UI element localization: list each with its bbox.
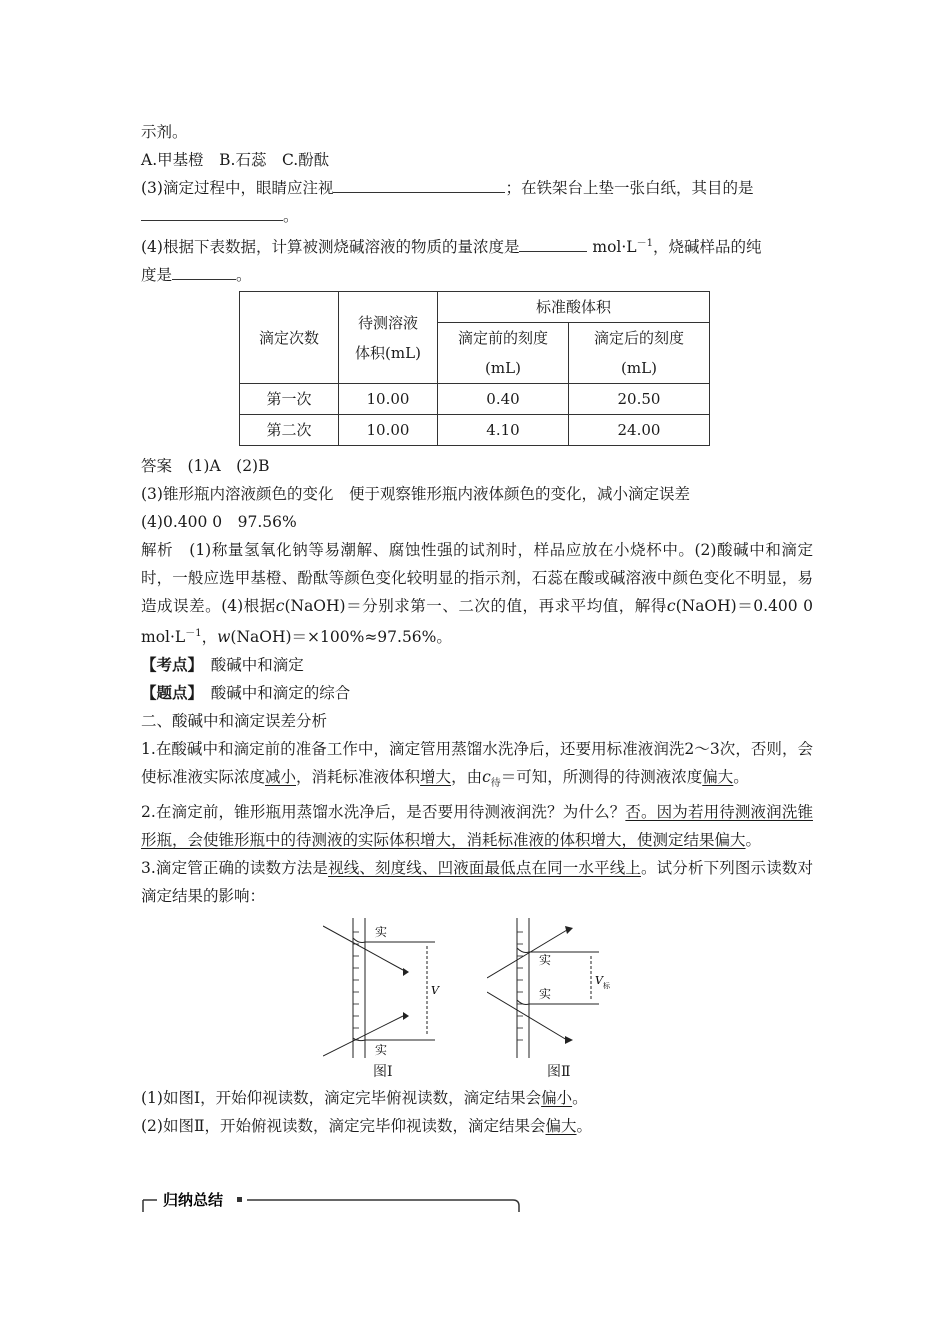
titration-table — [239, 291, 710, 446]
answer-line: (3)锥形瓶内溶液颜色的变化 便于观察锥形瓶内液体颜色的变化，减小滴定误差 — [141, 485, 690, 504]
result-1: (1)如图Ⅰ，开始仰视读数，滴定完毕俯视读数，滴定结果会偏小。 — [141, 1089, 588, 1108]
question-4-cont: 度是 。 — [141, 261, 813, 289]
answer-blank — [141, 202, 283, 221]
analysis-paragraph: 解析 (1)称量氢氧化钠等易潮解、腐蚀性强的试剂时，样品应放在小烧杯中。(2)酸碱中和滴定时，一般应选甲基橙、酚酞等颜色变化较明显的指示剂，石蕊在酸或碱溶液中颜色变化不明显，易造成误差。(4)根据c(NaOH)＝分别求第一、二次的值，再求平均值，解得c(NaOH)＝0.400 0 $mol\cdot L^{-1}$，w(NaOH)＝×100%≈97.56%。 — [141, 541, 813, 647]
document-page — [141, 118, 813, 1140]
answer-blank — [172, 261, 236, 280]
svg-text:实: 实 — [375, 925, 388, 940]
caption-2: 图Ⅱ — [547, 1064, 571, 1081]
table-row: 第二次 10.00 4.10 24.00 — [240, 415, 710, 446]
svg-text:实: 实 — [539, 987, 552, 1002]
result-2: (2)如图Ⅱ，开始俯视读数，滴定完毕仰视读数，滴定结果会偏大。 — [141, 1117, 593, 1136]
answer-blank — [333, 174, 505, 193]
table-row: 第一次 10.00 0.40 20.50 — [240, 384, 710, 415]
text-line: 示剂。 — [141, 123, 188, 141]
burette-figures — [141, 918, 813, 1058]
options-line: A.甲基橙 B.石蕊 C.酚酞 — [141, 151, 330, 169]
answer-line: (4)0.400 0 97.56% — [141, 513, 297, 532]
answer-line: 答案 (1)A (2)B — [141, 457, 270, 476]
tidian: 【题点】 酸碱中和滴定的综合 — [141, 683, 351, 703]
figure-1 — [323, 918, 455, 1058]
table-header: 待测溶液 体积(mL) — [339, 292, 438, 384]
caption-1: 图Ⅰ — [373, 1064, 393, 1081]
table-header: 滴定前的刻度 (mL) — [438, 323, 569, 384]
paragraph-1: 1.在酸碱中和滴定前的准备工作中，滴定管用蒸馏水洗净后，还要用标准液润洗2～3次，否则，会使标准液实际浓度减小，消耗标准液体积增大，由$c_待=$可知，所测得的待测液浓度偏大。 — [141, 740, 813, 790]
figure-2 — [487, 918, 619, 1058]
kaodian: 【考点】 酸碱中和滴定 — [141, 655, 304, 675]
question-3: (3)滴定过程中，眼睛应注视 ；在铁架台上垫一张白纸，其目的是 — [141, 174, 813, 202]
table-header: 标准酸体积 — [438, 292, 710, 323]
section-heading: 二、酸碱中和滴定误差分析 — [141, 712, 328, 731]
svg-text:V: V — [595, 974, 603, 988]
summary-frame — [141, 1186, 521, 1216]
answer-blank — [519, 233, 587, 252]
svg-text:归纳总结: 归纳总结 — [163, 1191, 224, 1209]
svg-text:实: 实 — [375, 1043, 388, 1058]
question-4: (4)根据下表数据，计算被测烧碱溶液的物质的量浓度是 $mol\cdot L^{-1}$，烧碱样品的纯 — [141, 230, 813, 261]
figure-captions — [141, 1058, 813, 1084]
svg-text:标: 标 — [603, 982, 610, 991]
svg-text:V: V — [431, 984, 439, 998]
table-header: 滴定次数 — [240, 292, 339, 384]
paragraph-3: 3.滴定管正确的读数方法是视线、刻度线、凹液面最低点在同一水平线上。试分析下列图示读数对滴定结果的影响： — [141, 859, 813, 906]
summary-box-header — [141, 1186, 521, 1216]
paragraph-2: 2.在滴定前，锥形瓶用蒸馏水洗净后，是否要用待测液润洗？为什么？否。因为若用待测液润洗锥形瓶，会使锥形瓶中的待测液的实际体积增大，消耗标准液的体积增大，使测定结果偏大。 — [141, 803, 813, 850]
question-3-cont: 。 — [141, 202, 813, 230]
svg-text:实: 实 — [539, 953, 552, 968]
table-header: 滴定后的刻度 (mL) — [569, 323, 710, 384]
